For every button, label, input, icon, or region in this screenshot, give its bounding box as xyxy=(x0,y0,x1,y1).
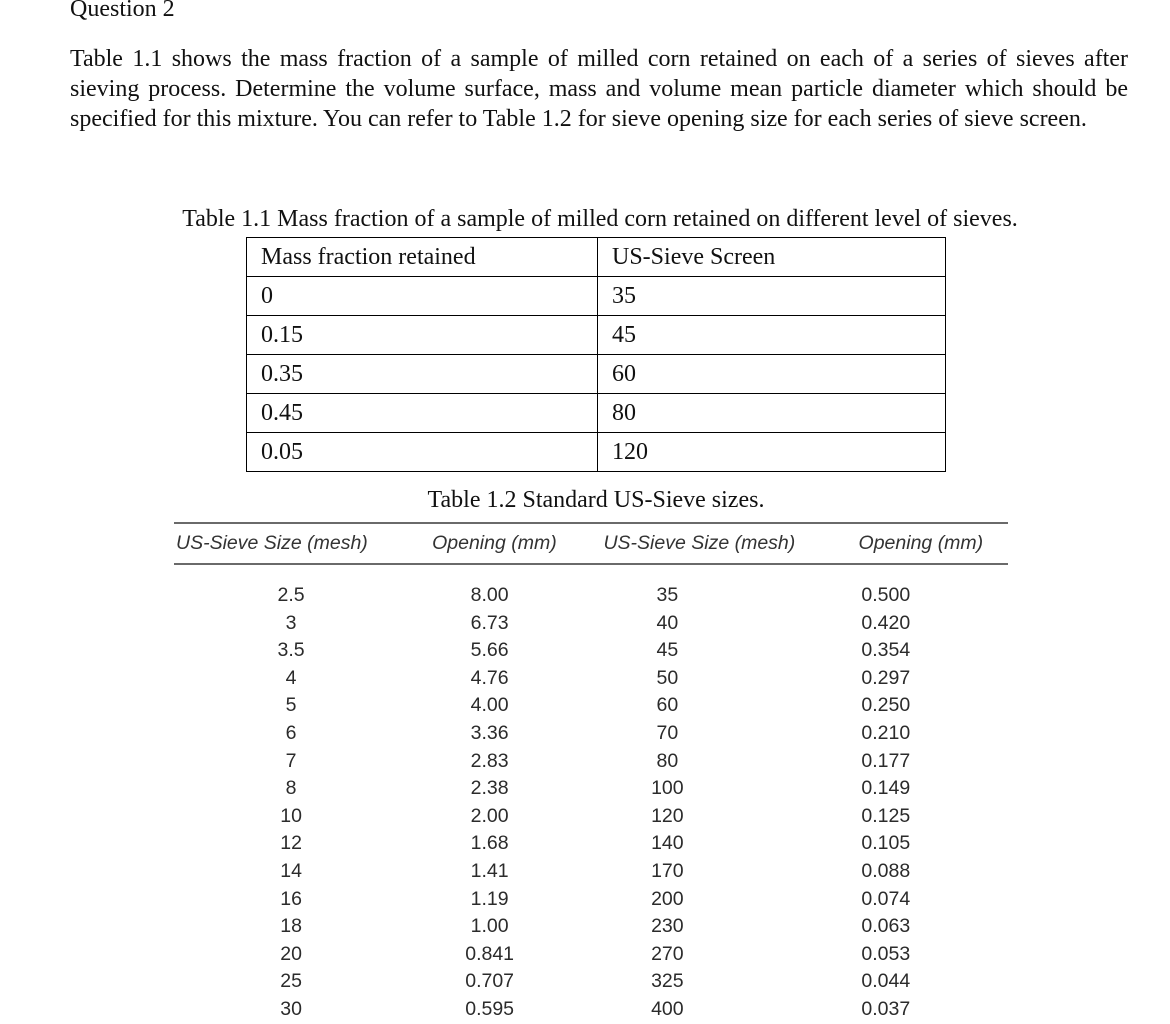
table-header-row xyxy=(247,238,946,277)
table-cell: 1.19 xyxy=(470,887,509,910)
table-cell: 10 xyxy=(280,804,302,827)
table-cell: 0.053 xyxy=(861,942,911,965)
table-cell: 0.420 xyxy=(861,611,911,634)
table-cell: 8.00 xyxy=(470,584,509,606)
table-cell: 35 xyxy=(656,584,679,606)
table-cell: 0.250 xyxy=(861,694,911,717)
table-cell: 5 xyxy=(285,694,297,717)
table-header-cell: Opening (mm) xyxy=(432,532,557,554)
table-row xyxy=(174,968,1008,996)
table-cell: 6.73 xyxy=(470,611,509,634)
table-cell: 325 xyxy=(651,970,684,993)
table-cell: 140 xyxy=(651,832,684,855)
table-row xyxy=(174,996,1008,1024)
table-row xyxy=(174,941,1008,969)
table-cell: 2.83 xyxy=(470,749,509,772)
table-cell: 4 xyxy=(285,666,297,689)
table-cell: 0.707 xyxy=(465,970,515,993)
table-row xyxy=(174,886,1008,914)
question-text: Table 1.1 shows the mass fraction of a sample of milled corn retained on each of a series of sieves after sieving process. Determine the volume surface, mass and volume mean particle diameter which should be specified for this mixture. You can refer to Table 1.2 for sieve opening size for each series of sieve screen. xyxy=(70,46,1128,132)
table-cell: 0.088 xyxy=(861,859,911,882)
table-cell: 0.037 xyxy=(861,997,911,1020)
table-row xyxy=(174,775,1008,803)
table-cell: 1.41 xyxy=(470,859,509,882)
table-cell: 1.68 xyxy=(470,832,509,855)
table-cell: 0.15 xyxy=(247,316,598,355)
table-cell: 1.00 xyxy=(470,915,509,938)
table-row xyxy=(174,637,1008,665)
table-cell: 2.38 xyxy=(470,777,509,800)
table-row xyxy=(174,748,1008,776)
table-cell: 0.177 xyxy=(861,749,911,772)
table-cell: 45 xyxy=(598,316,946,355)
table1-caption: Table 1.1 Mass fraction of a sample of milled corn retained on different level of sieves. xyxy=(182,206,1018,232)
table-row xyxy=(174,720,1008,748)
table-cell: 0.044 xyxy=(861,970,911,993)
question-title: Question 2 xyxy=(70,0,175,22)
table-cell: 0.354 xyxy=(861,639,911,662)
table-cell: 2.5 xyxy=(277,584,305,606)
table-row xyxy=(174,913,1008,941)
table-cell: 80 xyxy=(656,749,679,772)
mass-fraction-table xyxy=(246,237,946,472)
table-cell: 230 xyxy=(651,915,684,938)
table-cell: 25 xyxy=(280,970,302,993)
table-row xyxy=(247,316,946,355)
table-row xyxy=(174,858,1008,886)
table-cell: 60 xyxy=(656,694,679,717)
table-cell: 400 xyxy=(651,997,684,1020)
table-cell: 0.45 xyxy=(247,394,598,433)
table-body xyxy=(174,565,1008,1024)
table-cell: 12 xyxy=(280,832,302,855)
table-cell: 0.297 xyxy=(861,666,911,689)
table-cell: 80 xyxy=(598,394,946,433)
table-row xyxy=(174,610,1008,638)
table-cell: 50 xyxy=(656,666,679,689)
table-cell: 0.210 xyxy=(861,721,911,744)
table-cell: 45 xyxy=(656,639,679,662)
table-cell: 0.063 xyxy=(861,915,911,938)
table-cell: 6 xyxy=(285,721,297,744)
table-cell: 7 xyxy=(285,749,297,772)
table-cell: 0.595 xyxy=(465,997,515,1020)
table-cell: 0.500 xyxy=(861,584,911,606)
table-row xyxy=(174,692,1008,720)
table-cell: 70 xyxy=(656,721,679,744)
table-row xyxy=(247,394,946,433)
table-cell: 20 xyxy=(280,942,302,965)
table-header-cell: Opening (mm) xyxy=(858,532,984,554)
table-row xyxy=(247,277,946,316)
table-cell: 0 xyxy=(247,277,598,316)
table-cell: 0.05 xyxy=(247,433,598,472)
table-cell: 16 xyxy=(280,887,302,910)
table-header-row xyxy=(174,524,1008,563)
table-cell: 3.5 xyxy=(277,639,305,662)
table-header-cell: US-Sieve Size (mesh) xyxy=(603,532,796,554)
table-cell: 0.149 xyxy=(861,777,911,800)
table-row xyxy=(247,433,946,472)
table-cell: 120 xyxy=(651,804,684,827)
table-cell: 30 xyxy=(280,997,302,1020)
table-cell: 0.35 xyxy=(247,355,598,394)
table-cell: 2.00 xyxy=(470,804,509,827)
table-cell: 100 xyxy=(651,777,684,800)
table-cell: 0.074 xyxy=(861,887,911,910)
table-cell: 120 xyxy=(598,433,946,472)
table-row xyxy=(247,355,946,394)
table-cell: 14 xyxy=(280,859,302,882)
sieve-sizes-table xyxy=(174,522,1008,1024)
table-cell: 40 xyxy=(656,611,679,634)
table-cell: 35 xyxy=(598,277,946,316)
table-cell: 3.36 xyxy=(470,721,509,744)
table-row xyxy=(174,665,1008,693)
table-cell: 8 xyxy=(285,777,297,800)
table2-caption: Table 1.2 Standard US-Sieve sizes. xyxy=(427,487,765,513)
table-header-cell: US-Sieve Size (mesh) xyxy=(176,532,368,554)
table-row xyxy=(174,830,1008,858)
table-cell: 60 xyxy=(598,355,946,394)
table-cell: 3 xyxy=(285,611,297,634)
table-cell: 18 xyxy=(280,915,302,938)
table-cell: 200 xyxy=(651,887,684,910)
table-cell: 0.841 xyxy=(465,942,515,965)
table-row xyxy=(174,803,1008,831)
table-cell: 0.125 xyxy=(861,804,911,827)
table-row xyxy=(174,582,1008,610)
table-cell: 4.00 xyxy=(470,694,509,717)
table-cell: 5.66 xyxy=(470,639,509,662)
table-header-cell: Mass fraction retained xyxy=(247,238,598,277)
table-cell: 270 xyxy=(651,942,684,965)
table-header-cell: US-Sieve Screen xyxy=(598,238,946,277)
table-cell: 0.105 xyxy=(861,832,911,855)
table-cell: 170 xyxy=(651,859,684,882)
table-cell: 4.76 xyxy=(470,666,509,689)
